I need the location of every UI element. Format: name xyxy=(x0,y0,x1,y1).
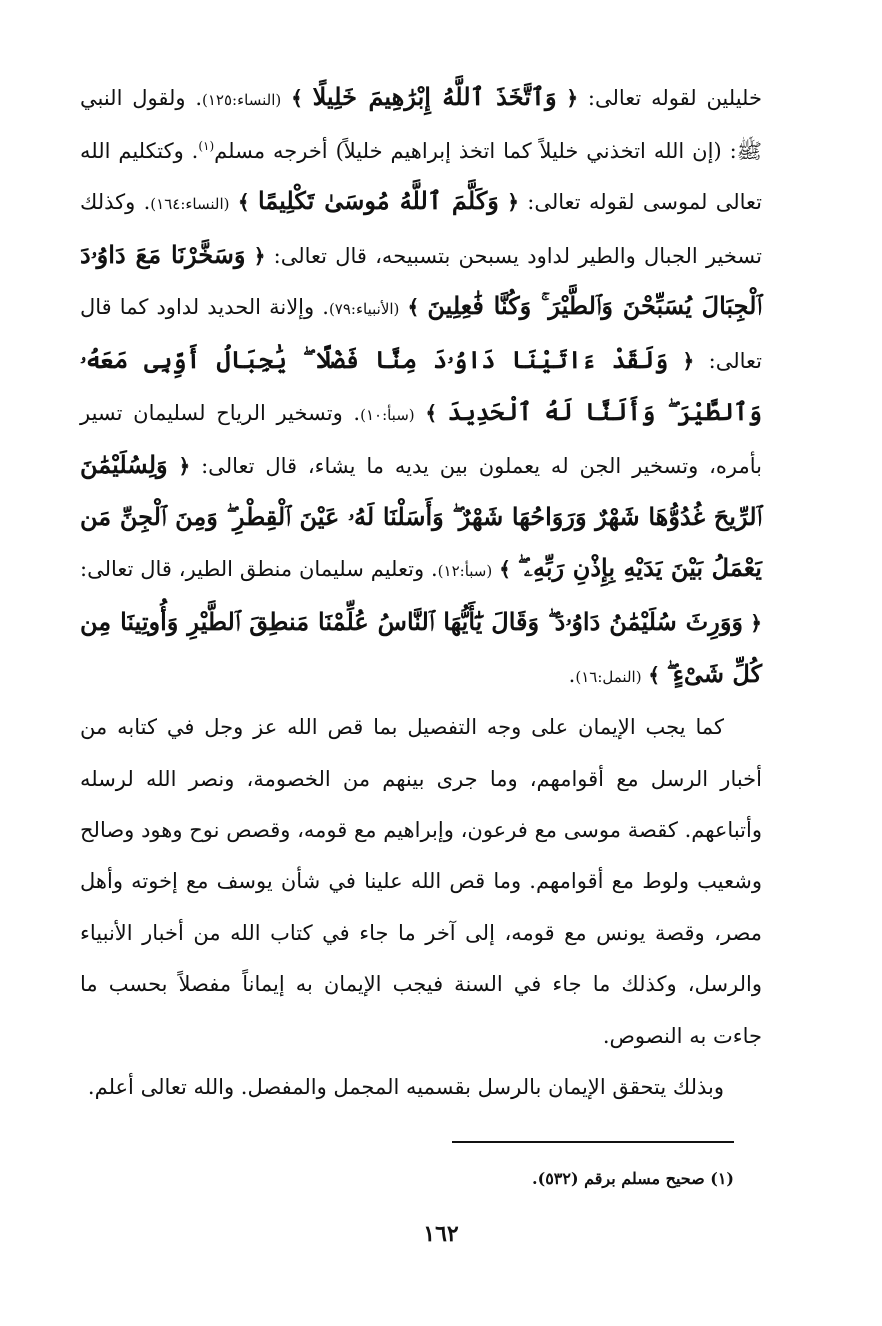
paragraph-conclusion: وبذلك يتحقق الإيمان بالرسل بقسميه المجمل والمفصل. والله تعالى أعلم. xyxy=(87,1074,724,1099)
verse-reference: (النساء:١٢٥) xyxy=(202,91,282,109)
quran-close-bracket: ﴾ xyxy=(499,557,511,582)
paragraph-detailed-belief: كما يجب الإيمان على وجه التفصيل بما قص الله عز وجل في كتابه من أخبار الرسل مع أقوامهم، وما جرى بينهم من الخصومة، ونصر الله لرسله وأتباعهم. كقصة موسى مع فرعون، وإبراهيم مع قومه، وقصص نوح وهود وصالح وشعيب ولوط مع أقوامهم. وما قص الله علينا في شأن يوسف مع إخوته وأهل مصر، وقصة يونس مع قومه، إلى آخر ما جاء في كتاب الله من أخبار الأنبياء والرسل، وكذلك ما جاء في السنة فيجب الإيمان به إيماناً مفصلاً بحسب ما جاءت به النصوص. xyxy=(80,715,762,1048)
page-number: ١٦٢ xyxy=(423,1221,459,1247)
text-segment: . xyxy=(568,662,576,687)
quran-open-bracket: ﴿ xyxy=(507,190,519,215)
quran-close-bracket: ﴾ xyxy=(648,662,660,687)
text-segment: . وكتكليم الله تعالى لموسى لقوله تعالى: xyxy=(80,138,762,215)
quran-close-bracket: ﴾ xyxy=(407,295,420,320)
quran-verse: وَكَلَّمَ ٱللَّهُ مُوسَىٰ تَكْلِيمًا xyxy=(257,186,499,216)
footnote: (١) صحيح مسلم برقم (٥٣٢). xyxy=(532,1169,734,1188)
text-segment: . ولقول النبي ﷺ: (إن الله اتخذني خليلاً كما اتخذ إبراهيم خليلاً) أخرجه مسلم xyxy=(80,86,763,163)
verse-reference: (سبأ:١٠) xyxy=(360,405,415,424)
quran-close-bracket: ﴾ xyxy=(425,400,438,425)
quran-verse: وَلِسُلَيْمَٰنَ ٱلرِّيحَ غُدُوُّهَا شَهْرٌ وَرَوَاحُهَا شَهْرٌ ۖ وَأَسَلْنَا لَهُۥ عَيْنَ ٱلْقِطْرِ ۖ وَمِنَ ٱلْجِنِّ مَن يَعْمَلُ بَيْنَ يَدَيْهِ بِإِذْنِ رَبِّهِۦ ۖ xyxy=(80,450,762,583)
verse-reference: (النمل:١٦) xyxy=(575,667,642,686)
main-text xyxy=(80,72,762,1113)
footnote-separator xyxy=(452,1141,734,1143)
quran-verse: وَسَخَّرْنَا مَعَ دَاوُۥدَ ٱلْجِبَالَ يُسَبِّحْنَ وَٱلطَّيْرَ ۚ وَكُنَّا فَٰعِلِينَ xyxy=(80,239,762,321)
paragraph-quranic-examples xyxy=(80,72,762,702)
text-segment: . وتعليم سليمان منطق الطير، قال تعالى: xyxy=(80,557,438,582)
footnote-marker[interactable]: (١) xyxy=(198,138,215,153)
text-segment: خليلين لقوله تعالى: xyxy=(578,86,762,110)
quran-close-bracket: ﴾ xyxy=(291,86,303,110)
quran-open-bracket: ﴿ xyxy=(682,348,695,373)
quran-open-bracket: ﴿ xyxy=(750,610,762,635)
text-segment: . وتسخير الرياح لسليمان تسير بأمره، وتسخير الجن له يعملون بين يديه ما يشاء، قال تعالى: xyxy=(80,400,763,479)
text-segment: . وكذلك تسخير الجبال والطير لداود يسبحن بتسبيحه، قال تعالى: xyxy=(80,190,763,268)
quran-open-bracket: ﴿ xyxy=(253,243,266,268)
quran-open-bracket: ﴿ xyxy=(178,454,191,479)
quran-close-bracket: ﴾ xyxy=(237,190,250,215)
quran-open-bracket: ﴿ xyxy=(566,86,579,110)
quran-verse: وَلَقَدْ ءَاتَيْنَا دَاوُۥدَ مِنَّا فَضْلًا ۖ يَٰجِبَالُ أَوِّبِى مَعَهُۥ وَٱلطَّيْرَ ۖ وَأَلَنَّا لَهُ ٱلْحَدِيدَ xyxy=(80,344,762,426)
verse-reference: (الأنبياء:٧٩) xyxy=(328,300,400,319)
quran-verse: وَوَرِثَ سُلَيْمَٰنُ دَاوُۥدَ ۖ وَقَالَ يَٰٓأَيُّهَا ٱلنَّاسُ عُلِّمْنَا مَنطِقَ ٱلطَّيْرِ وَأُوتِينَا مِن كُلِّ شَىْءٍ ۖ xyxy=(80,606,762,688)
text-segment: . وإلانة الحديد لداود كما قال تعالى: xyxy=(80,295,762,373)
verse-reference: (سبأ:١٢) xyxy=(437,562,493,581)
quran-verse: وَٱتَّخَذَ ٱللَّهُ إِبْرَٰهِيمَ خَلِيلًا xyxy=(312,82,557,111)
verse-reference: (النساء:١٦٤) xyxy=(150,195,230,214)
